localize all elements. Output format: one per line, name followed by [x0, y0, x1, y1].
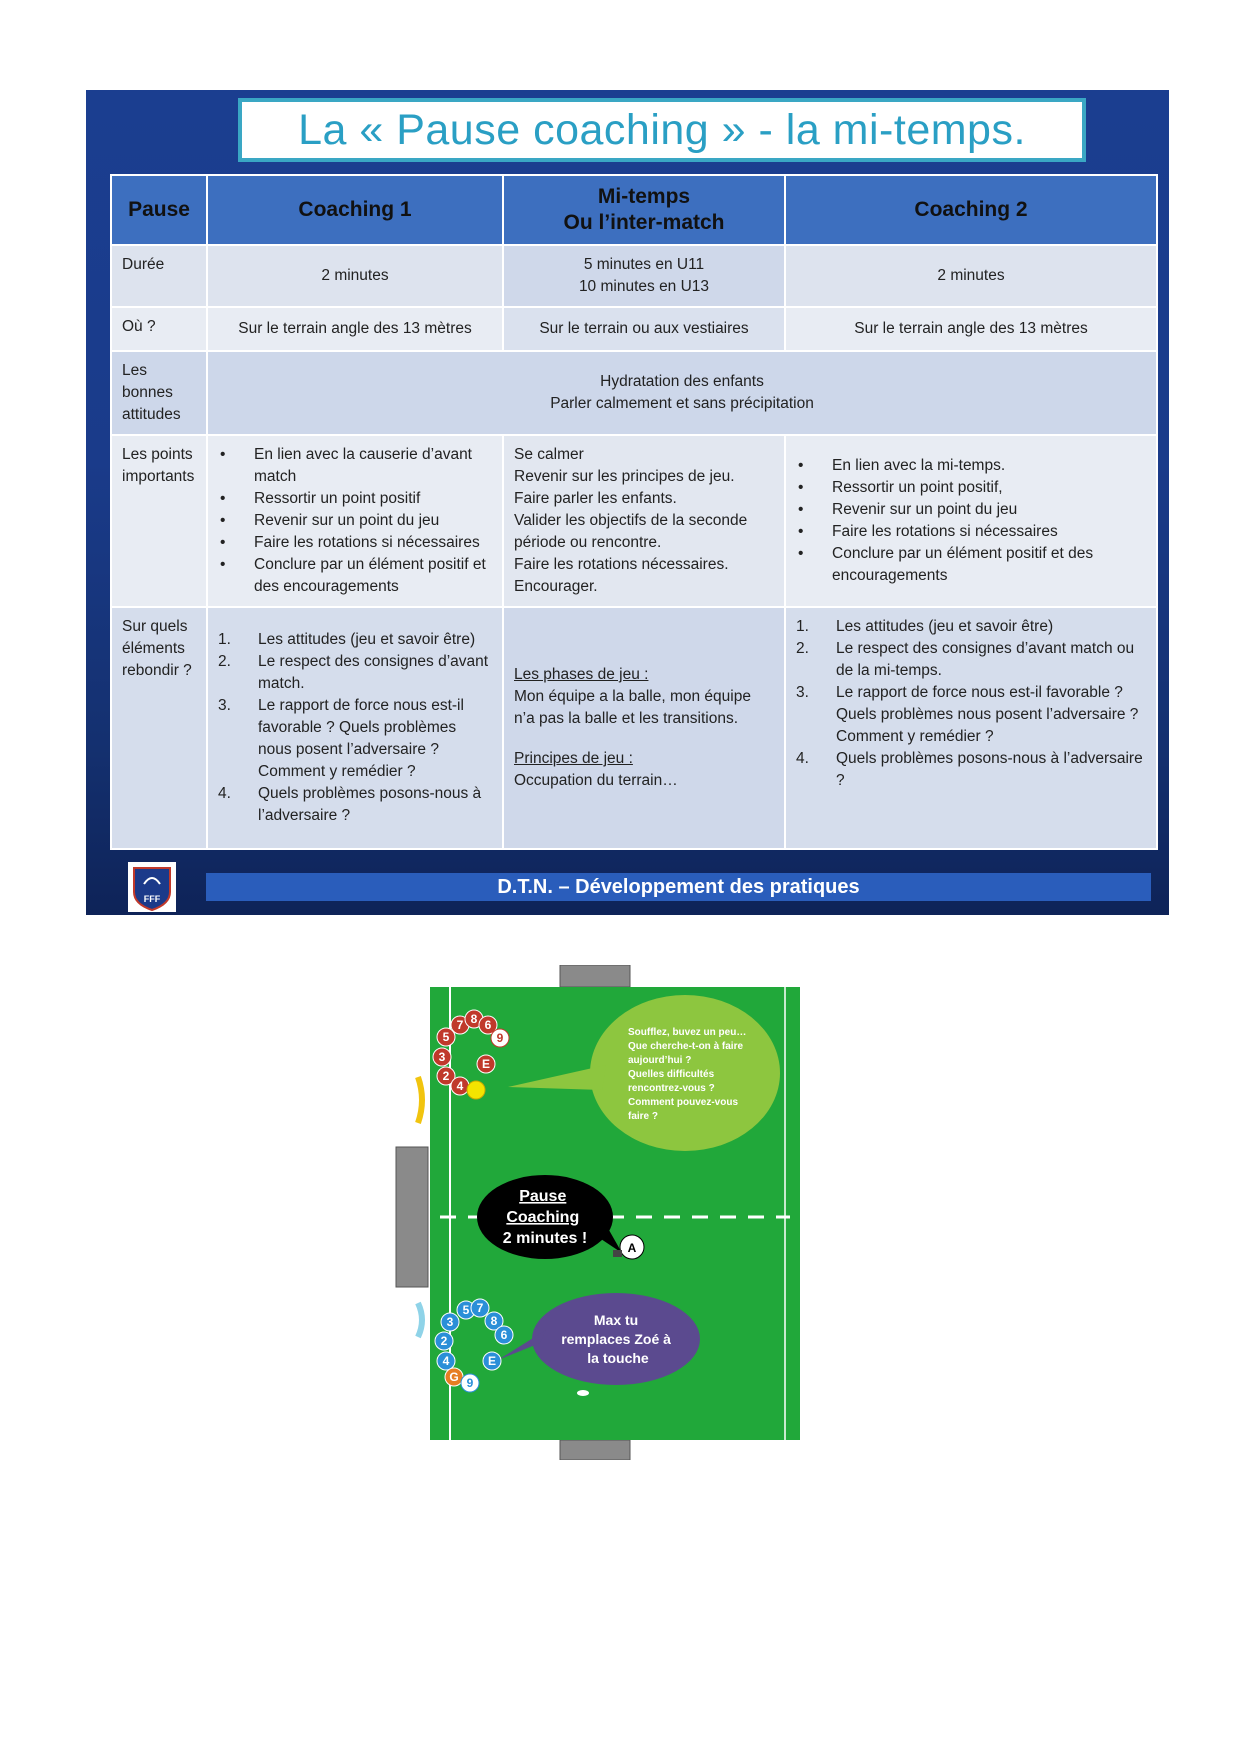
svg-text:4: 4: [456, 1079, 464, 1093]
svg-text:2: 2: [442, 1069, 450, 1083]
duree-mt: [503, 245, 785, 307]
row-label-ou: Où ?: [111, 307, 207, 351]
item-number: 4.: [218, 785, 231, 802]
fff-logo: [128, 862, 176, 912]
svg-text:E: E: [487, 1354, 497, 1368]
header-mitemps: [503, 175, 785, 245]
svg-text:E: E: [481, 1057, 491, 1071]
item-text: Le respect des consignes d’avant match.: [258, 653, 489, 692]
item-text: Quels problèmes posons-nous à l’adversaire ?: [836, 750, 1143, 789]
list-item: [218, 629, 492, 651]
list-item: [218, 695, 492, 783]
item-number: 3.: [796, 684, 809, 701]
list-item: [796, 616, 1146, 638]
ou-mt: Sur le terrain ou aux vestiaires: [503, 307, 785, 351]
item-text: Le respect des consignes d’avant match ou de la mi-temps.: [836, 640, 1135, 679]
svg-text:6: 6: [500, 1328, 508, 1342]
list-item: • En lien avec la mi-temps.: [796, 455, 1146, 477]
row-duree: [111, 245, 1157, 307]
ou-c1: Sur le terrain angle des 13 mètres: [207, 307, 503, 351]
points-c2: [785, 435, 1157, 607]
header-mitemps-line2: Ou l’inter-match: [563, 211, 725, 234]
svg-text:9: 9: [466, 1376, 474, 1390]
list-item: • Conclure par un élément positif et des encouragements: [796, 543, 1146, 587]
svg-text:7: 7: [476, 1301, 484, 1315]
item-text: Les attitudes (jeu et savoir être): [258, 631, 476, 648]
phases-text: Mon équipe a la balle, mon équipe n’a pas la balle et les transitions.: [514, 688, 751, 727]
row-label-attitudes: Les bonnes attitudes: [111, 351, 207, 435]
attitudes-line1: Hydratation des enfants: [600, 373, 764, 390]
slide-title: La « Pause coaching » - la mi-temps.: [298, 105, 1026, 154]
coaching-table: [110, 174, 1158, 850]
svg-text:2: 2: [440, 1334, 448, 1348]
bottom-goal: [560, 1440, 630, 1460]
row-ou: [111, 307, 1157, 351]
principes-text: Occupation du terrain…: [514, 772, 678, 789]
svg-text:5: 5: [462, 1303, 470, 1317]
list-item: • Conclure par un élément positif et des encouragements: [218, 554, 492, 598]
list-item: [796, 682, 1146, 748]
phases-title: Les phases de jeu :: [514, 666, 649, 683]
item-text: Le rapport de force nous est-il favorable ? Quels problèmes nous posent l’adversaire ? Comment y remédier ?: [836, 684, 1139, 745]
svg-text:5: 5: [442, 1030, 450, 1044]
pitch-diagram: [390, 965, 830, 1460]
attitudes-line2: Parler calmement et sans précipitation: [550, 395, 814, 412]
header-coaching2: Coaching 2: [785, 175, 1157, 245]
row-points: [111, 435, 1157, 607]
list-item: [796, 638, 1146, 682]
attitudes-cell: [207, 351, 1157, 435]
list-item: • Ressortir un point positif: [218, 488, 492, 510]
bottom-bubble-text: Max tu remplaces Zoé à la touche: [561, 1312, 671, 1366]
svg-text:9: 9: [496, 1031, 504, 1045]
header-row: [111, 175, 1157, 245]
row-label-points: Les points importants: [111, 435, 207, 607]
logo-text: FFF: [143, 894, 161, 904]
principes-title: Principes de jeu :: [514, 750, 633, 767]
duree-c2: 2 minutes: [785, 245, 1157, 307]
svg-text:4: 4: [442, 1354, 450, 1368]
row-label-rebondir: Sur quels éléments rebondir ?: [111, 607, 207, 849]
list-item: Revenir sur les principes de jeu. Faire parler les enfants.: [514, 468, 735, 507]
rebondir-c1: [207, 607, 503, 849]
svg-text:A: A: [627, 1241, 637, 1255]
header-mitemps-line1: Mi-temps: [597, 185, 691, 208]
item-text: Le rapport de force nous est-il favorable ? Quels problèmes nous posent l’adversaire ? Comment y remédier ?: [258, 697, 464, 780]
svg-text:G: G: [449, 1370, 459, 1384]
list-item: Encourager.: [514, 578, 598, 595]
side-goal: [396, 1147, 428, 1287]
list-item: • Ressortir un point positif,: [796, 477, 1146, 499]
item-number: 2.: [796, 640, 809, 657]
svg-text:8: 8: [470, 1012, 478, 1026]
duree-mt-line2: 10 minutes en U13: [578, 278, 710, 295]
list-item: • Faire les rotations si nécessaires: [218, 532, 492, 554]
list-item: Faire les rotations nécessaires.: [514, 556, 729, 573]
list-item: [796, 748, 1146, 792]
list-item: [218, 651, 492, 695]
svg-text:6: 6: [484, 1018, 492, 1032]
list-item: Valider les objectifs de la seconde période ou rencontre.: [514, 512, 748, 551]
header-coaching1: Coaching 1: [207, 175, 503, 245]
header-pause: Pause: [111, 175, 207, 245]
list-item: • En lien avec la causerie d’avant match: [218, 444, 492, 488]
list-item: • Faire les rotations si nécessaires: [796, 521, 1146, 543]
duree-mt-line1: 5 minutes en U11: [583, 256, 705, 273]
svg-text:7: 7: [456, 1018, 464, 1032]
item-text: Les attitudes (jeu et savoir être): [836, 618, 1054, 635]
bench-lightblue: [418, 1303, 422, 1337]
item-number: 3.: [218, 697, 231, 714]
footer-bar: [206, 873, 1151, 901]
list-item: [218, 783, 492, 827]
bench-yellow: [418, 1077, 422, 1123]
pause-bubble-text: Pause Coaching 2 minutes !: [502, 1188, 588, 1247]
item-text: Quels problèmes posons-nous à l’adversaire ?: [258, 785, 482, 824]
row-label-duree: Durée: [111, 245, 207, 307]
top-goal: [560, 965, 630, 987]
list-item: • Revenir sur un point du jeu: [218, 510, 492, 532]
svg-text:8: 8: [490, 1314, 498, 1328]
points-c1: [207, 435, 503, 607]
svg-text:3: 3: [446, 1315, 454, 1329]
top-bubble-text: Soufflez, buvez un peu… Que cherche-t-on à faire aujourd’hui ? Quelles difficultés rencontrez-vous ? Comment pouvez-vous faire ?: [628, 1027, 747, 1122]
item-number: 1.: [796, 618, 809, 635]
rebondir-mt: [503, 607, 785, 849]
item-number: 1.: [218, 631, 231, 648]
coaching-slide: [86, 90, 1169, 915]
slide-title-box: [238, 98, 1086, 162]
footer-text: D.T.N. – Développement des pratiques: [497, 875, 860, 898]
duree-c1: 2 minutes: [207, 245, 503, 307]
item-number: 2.: [218, 653, 231, 670]
ou-c2: Sur le terrain angle des 13 mètres: [785, 307, 1157, 351]
svg-text:3: 3: [438, 1050, 446, 1064]
list-item: • Revenir sur un point du jeu: [796, 499, 1146, 521]
points-mt: [503, 435, 785, 607]
row-attitudes: [111, 351, 1157, 435]
row-rebondir: [111, 607, 1157, 849]
rebondir-c2: [785, 607, 1157, 849]
list-item: Se calmer: [514, 446, 584, 463]
item-number: 4.: [796, 750, 809, 767]
